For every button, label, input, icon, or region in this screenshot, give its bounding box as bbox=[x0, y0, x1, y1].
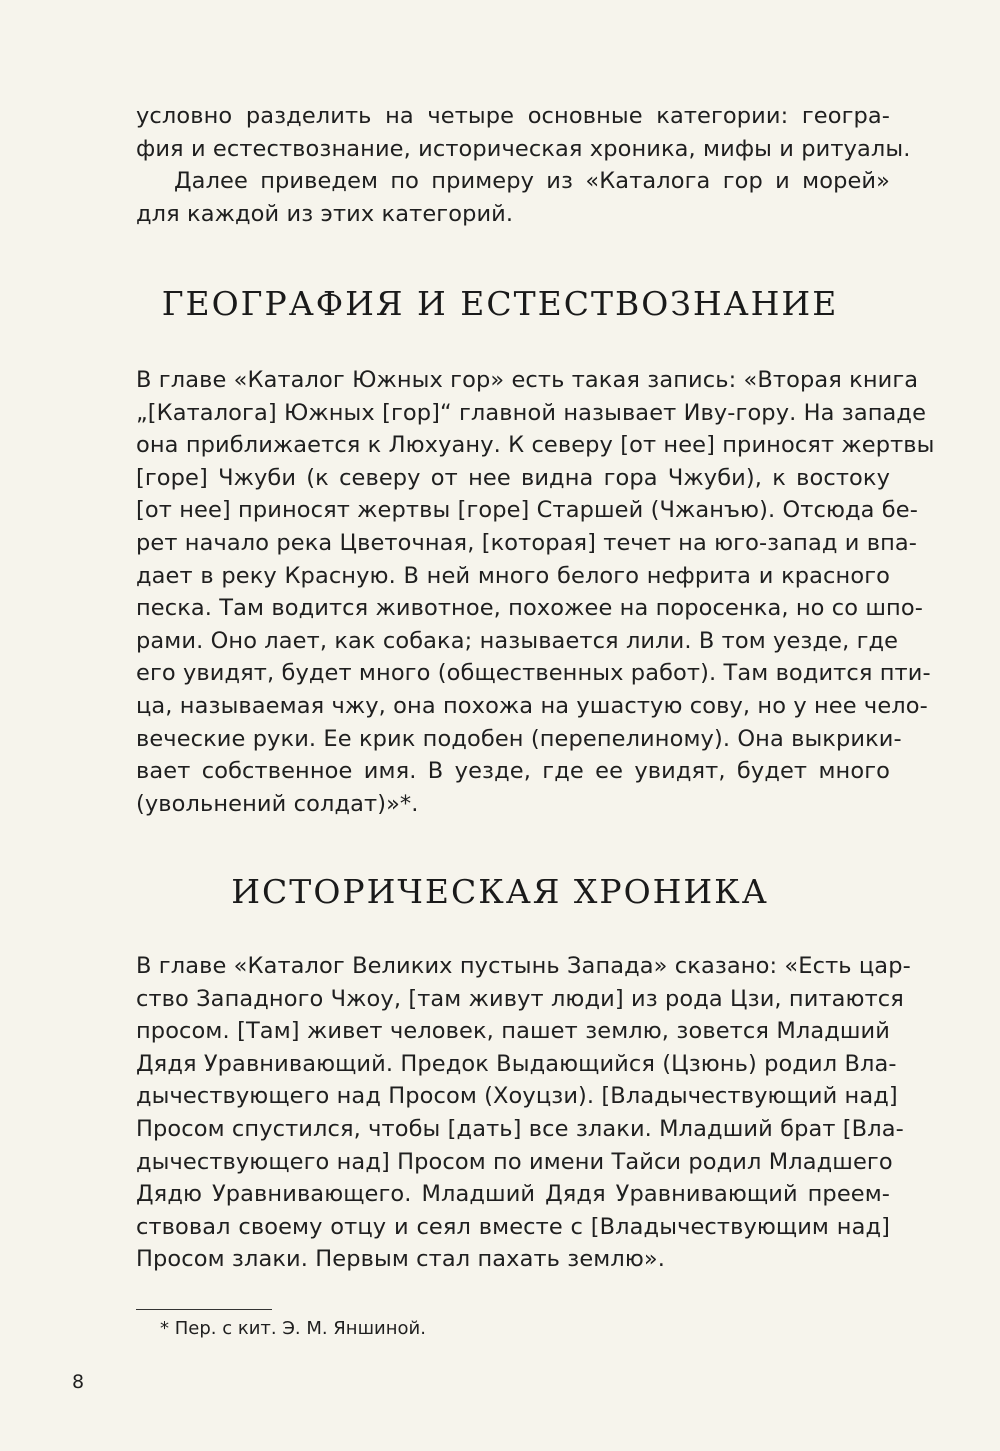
paragraph-line: (увольнений солдат)»*. bbox=[136, 790, 419, 817]
paragraph-line: ца, называемая чжу, она похожа на ушастую сову, но у нее чело- bbox=[136, 692, 928, 719]
intro-paragraph bbox=[136, 100, 911, 230]
paragraph-line: Дядю Уравнивающего. Младший Дядя Уравнивающий преем- bbox=[136, 1181, 890, 1208]
footnote: * Пер. с кит. Э. М. Яншиной. bbox=[160, 1318, 426, 1339]
paragraph-line: Просом злаки. Первым стал пахать землю». bbox=[136, 1246, 666, 1273]
page-number: 8 bbox=[72, 1371, 85, 1393]
paragraph-line: она приближается к Люхуану. К северу [от нее] приносят жертвы bbox=[136, 432, 935, 459]
paragraph-line: ствовал своему отцу и сеял вместе с [Владычествующим над] bbox=[136, 1213, 890, 1240]
paragraph-line: [горе] Чжуби (к северу от нее видна гора Чжуби), к востоку bbox=[136, 464, 890, 491]
paragraph-line: „[Каталога] Южных [гор]“ главной называет Иву-гору. На западе bbox=[136, 399, 927, 426]
paragraph-line: В главе «Каталог Южных гор» есть такая запись: «Вторая книга bbox=[136, 367, 919, 393]
intro-line: Далее приведем по примеру из «Каталога гор и морей» bbox=[174, 168, 890, 195]
paragraph-line: веческие руки. Ее крик подобен (перепелиному). Она выкрики- bbox=[136, 725, 902, 752]
intro-line: фия и естествознание, историческая хроника, мифы и ритуалы. bbox=[136, 135, 911, 162]
paragraph-line: вает собственное имя. В уезде, где ее увидят, будет много bbox=[136, 758, 890, 785]
paragraph-line: дычествующего над Просом (Хоуцзи). [Владычествующий над] bbox=[136, 1083, 898, 1110]
footnote-divider bbox=[136, 1309, 272, 1310]
paragraph-line: его увидят, будет много (общественных работ). Там водится пти- bbox=[136, 660, 931, 687]
paragraph-line: песка. Там водится животное, похожее на поросенка, но со шпо- bbox=[136, 595, 923, 622]
paragraph-line: дычествующего над] Просом по имени Тайси родил Младшего bbox=[136, 1148, 893, 1175]
paragraph-line: дает в реку Красную. В ней много белого нефрита и красного bbox=[136, 562, 890, 589]
paragraph-line: [от нее] приносят жертвы [горе] Старшей (Чжанъю). Отсюда бе- bbox=[136, 497, 918, 524]
intro-line: для каждой из этих категорий. bbox=[136, 200, 514, 227]
paragraph-line: Дядя Уравнивающий. Предок Выдающийся (Цзюнь) родил Вла- bbox=[136, 1050, 897, 1077]
paragraph-line: рами. Оно лает, как собака; называется лили. В том уезде, где bbox=[136, 627, 899, 654]
paragraph-line: Просом спустился, чтобы [дать] все злаки. Младший брат [Вла- bbox=[136, 1115, 904, 1142]
section-heading-chronicle: ИСТОРИЧЕСКАЯ ХРОНИКА bbox=[231, 872, 769, 911]
paragraph-line: ство Западного Чжоу, [там живут люди] из рода Цзи, питаются bbox=[136, 985, 904, 1012]
section-heading-geography: ГЕОГРАФИЯ И ЕСТЕСТВОЗНАНИЕ bbox=[161, 284, 839, 323]
paragraph-line: В главе «Каталог Великих пустынь Запада» сказано: «Есть цар- bbox=[136, 953, 911, 979]
intro-line: условно разделить на четыре основные категории: геогра- bbox=[136, 103, 890, 129]
paragraph-line: просом. [Там] живет человек, пашет землю, зовется Младший bbox=[136, 1018, 890, 1045]
paragraph-line: рет начало река Цветочная, [которая] течет на юго-запад и впа- bbox=[136, 529, 917, 556]
geography-paragraph bbox=[136, 364, 935, 820]
chronicle-paragraph bbox=[136, 950, 911, 1276]
